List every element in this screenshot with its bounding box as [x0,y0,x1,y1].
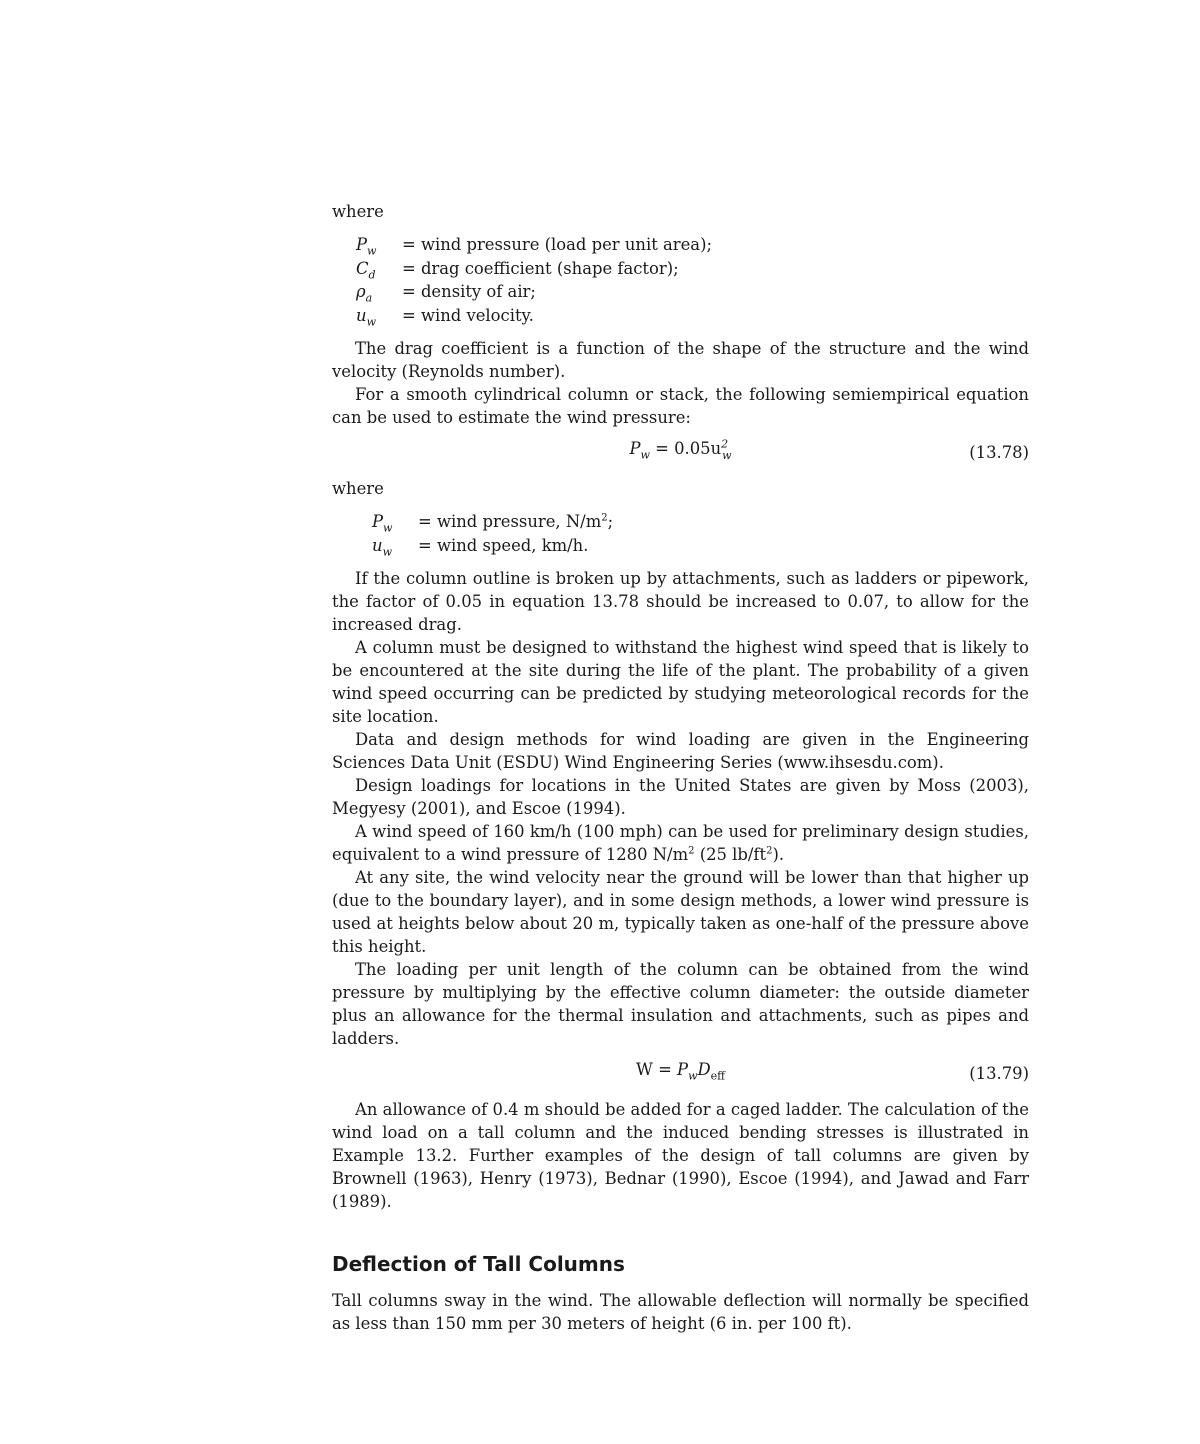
where-label: where [332,202,384,221]
paragraph-esdu: Data and design methods for wind loading are given in the Engineering Sciences Data Unit (ESDU) Wind Engineering Series (www.ihsesdu.com). [332,730,1029,772]
equation-body: $P_w = 0.05u^2_w$ [629,437,732,462]
paragraph-withstand: A column must be designed to withstand the highest wind speed that is likely to be encountered at the site during the life of the plant. The probability of a given wind speed occurring can be predicted by studying meteorological records for the site location. [332,638,1029,726]
definition-text: = wind velocity. [402,305,534,325]
symbol-definitions-2 [332,510,1029,557]
definition-row [332,534,1029,558]
paragraph-allowance: An allowance of 0.4 m should be added for a caged ladder. The calculation of the wind load on a tall column and the induced bending stresses is illustrated in Example 13.2. Further examples of the design of tall columns are given by Brownell (1963), Henry (1973), Bednar (1990), Escoe (1994), and Jawad and Farr (1989). [332,1100,1029,1211]
paragraph-us-loadings: Design loadings for locations in the United States are given by Moss (2003), Megyesy (2001), and Escoe (1994). [332,776,1029,818]
paragraph-site-velocity: At any site, the wind velocity near the ground will be lower than that higher up (due to the boundary layer), and in some design methods, a lower wind pressure is used at heights below about 20 m, typically taken as one-half of the pressure above this height. [332,868,1029,956]
equation-number: (13.79) [969,1063,1029,1083]
definition-row [332,233,1029,257]
symbol: $P_w$ [372,512,393,535]
paragraph-column-outline: If the column outline is broken up by attachments, such as ladders or pipework, the factor of 0.05 in equation 13.78 should be increased to 0.07, to allow for the increased drag. [332,569,1029,634]
equation-body: $W = P_wD_{eff}$ [636,1060,725,1083]
section-heading: Deflection of Tall Columns [332,1252,625,1276]
definition-row [332,304,1029,328]
symbol-definitions-1 [332,233,1029,327]
definition-row [332,280,1029,304]
where-label: where [332,479,384,498]
equation-13-78 [332,435,1029,469]
definition-text: = drag coefficient (shape factor); [402,258,679,278]
symbol: $u_w$ [356,305,376,328]
definition-row [332,510,1029,534]
symbol: $P_w$ [356,235,377,258]
definition-text: = wind speed, km/h. [418,535,589,555]
paragraph-loading: The loading per unit length of the column can be obtained from the wind pressure by multiplying by the effective column diameter: the outside diameter plus an allowance for the thermal insulation and attachments, such as pipes and ladders. [332,960,1029,1048]
definition-text: = wind pressure (load per unit area); [402,235,712,254]
symbol: $u_w$ [372,535,392,558]
definition-text: = density of air; [402,282,536,301]
equation-number: (13.78) [969,442,1029,462]
equation-13-79 [332,1056,1029,1090]
definition-text: = wind pressure, $N/m^2$; [418,512,614,531]
paragraph-wind-speed: A wind speed of 160 km/h (100 mph) can be used for preliminary design studies, equivalent to a wind pressure of 1280 $N/m^2$ (25 $lb/ft^2$). [332,822,1029,864]
definition-row [332,257,1029,281]
symbol: $C_d$ [356,258,376,281]
symbol: $\rho_a$ [356,282,373,305]
paragraph-drag-coefficient: The drag coefficient is a function of the shape of the structure and the wind velocity (Reynolds number). [332,339,1029,381]
paragraph-deflection: Tall columns sway in the wind. The allowable deflection will normally be specified as less than 150 mm per 30 meters of height (6 in. per 100 ft). [332,1291,1029,1333]
page-content [332,200,1029,1335]
paragraph-smooth-column: For a smooth cylindrical column or stack, the following semiempirical equation can be used to estimate the wind pressure: [332,385,1029,427]
